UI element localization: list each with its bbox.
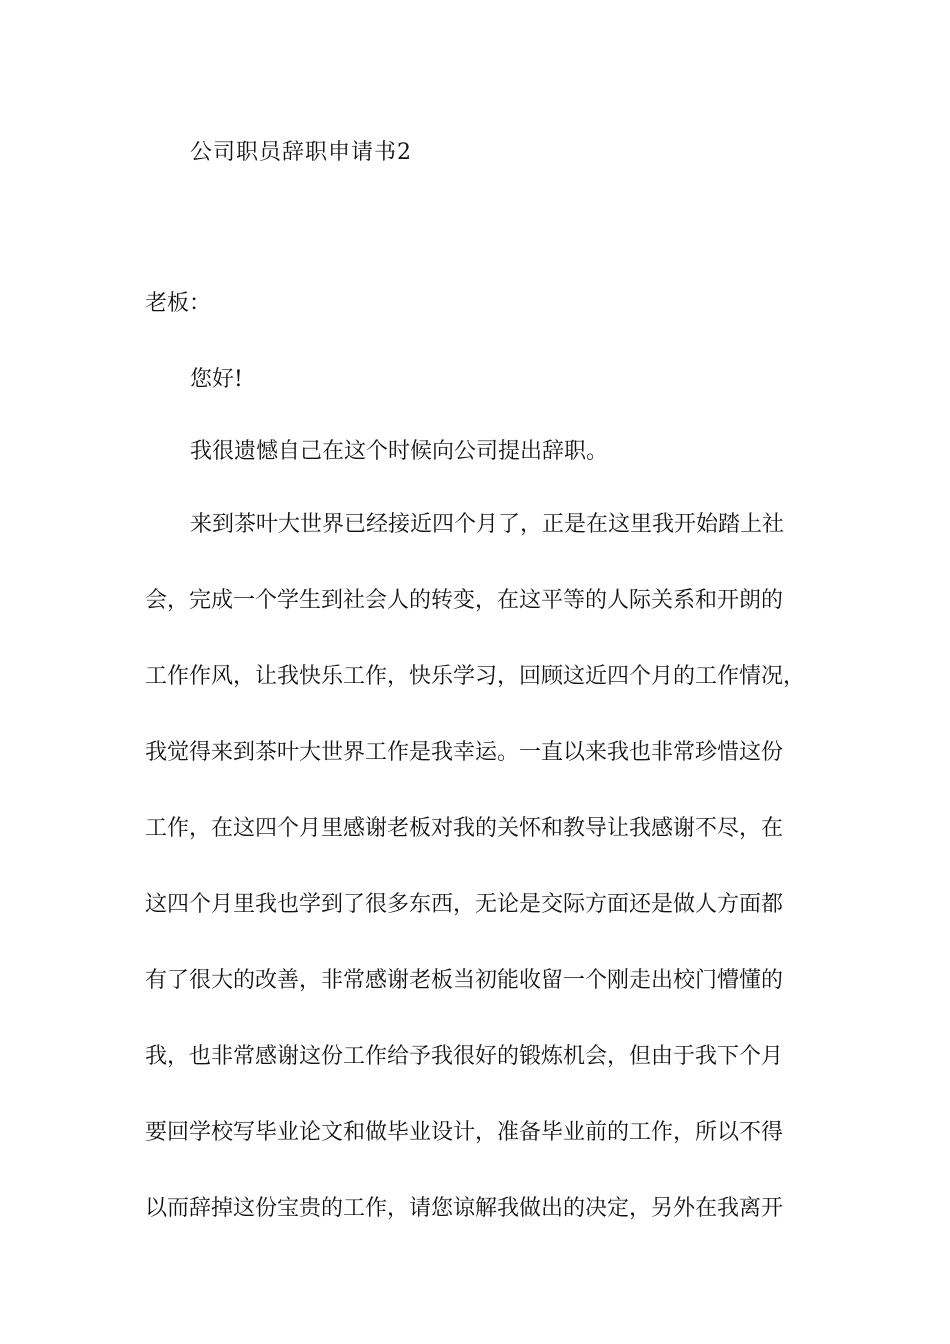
body-paragraph xyxy=(145,510,845,1270)
body-line: 有了很大的改善，非常感谢老板当初能收留一个刚走出校门懵懂的 xyxy=(145,968,784,993)
body-line: 我觉得来到茶叶大世界工作是我幸运。一直以来我也非常珍惜这份 xyxy=(145,740,784,765)
body-line: 工作，在这四个月里感谢老板对我的关怀和教导让我感谢不尽，在 xyxy=(145,816,784,841)
body-line: 我，也非常感谢这份工作给予我很好的锻炼机会，但由于我下个月 xyxy=(145,1044,784,1069)
greeting: 您好! xyxy=(190,367,243,392)
body-line: 以而辞掉这份宝贵的工作，请您谅解我做出的决定，另外在我离开 xyxy=(145,1196,784,1221)
body-line: 来到茶叶大世界已经接近四个月了，正是在这里我开始踏上社 xyxy=(190,512,785,537)
paragraph-intro: 我很遗憾自己在这个时候向公司提出辞职。 xyxy=(190,439,609,464)
salutation: 老板： xyxy=(145,291,212,316)
body-line: 会，完成一个学生到社会人的转变，在这平等的人际关系和开朗的 xyxy=(145,588,784,613)
document-title: 公司职员辞职申请书2 xyxy=(190,140,412,165)
body-line: 这四个月里我也学到了很多东西，无论是交际方面还是做人方面都 xyxy=(145,892,784,917)
body-line: 工作作风，让我快乐工作，快乐学习，回顾这近四个月的工作情况， xyxy=(145,664,806,689)
body-line: 要回学校写毕业论文和做毕业设计，准备毕业前的工作，所以不得 xyxy=(145,1120,784,1145)
